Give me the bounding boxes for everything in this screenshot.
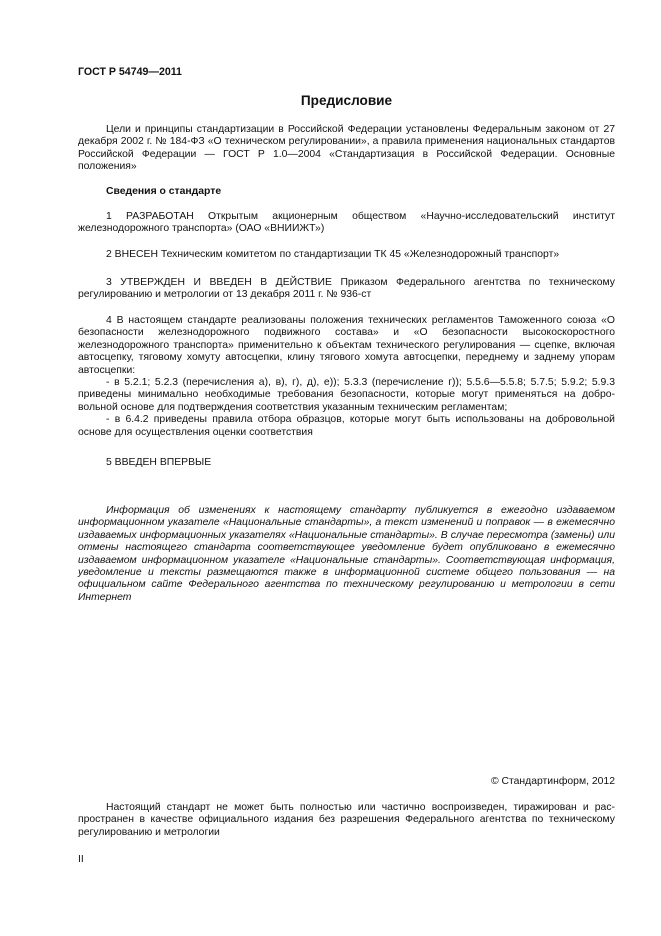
item-regulations-list-b: - в 6.4.2 приведены правила отбора образцов, которые могут быть использованы на добровольной основе для осуществления оценки соответствия — [78, 414, 615, 438]
item-regulations — [78, 315, 615, 439]
item-developed — [78, 211, 615, 236]
reproduction-notice-text: Настоящий стандарт не может быть полностью или частично воспроизведен, тиражирован и распространен в качестве официального издания без разрешения Федерального агентства по техническому регулированию и метрологии — [78, 802, 615, 838]
reproduction-notice — [78, 802, 615, 839]
intro-text: Цели и принципы стандартизации в Российской Федерации установлены Федеральным законом от 27 декабря 2002 г. № 184-ФЗ «О техническом регулировании», а правила применения национальных стандартов Российской Федерации — ГОСТ Р 1.0—2004 «Стандартизация в Российской Федерации. Основные положения» — [78, 124, 615, 173]
document-code: ГОСТ Р 54749—2011 — [78, 66, 182, 78]
item-first-time-text: 5 ВВЕДЕН ВПЕРВЫЕ — [106, 457, 212, 468]
item-developed-text: 1 РАЗРАБОТАН Открытым акционерным обществом «Научно-исследовательский институт железнодорожного транспорта» (ОАО «ВНИИЖТ») — [78, 211, 615, 235]
intro-paragraph — [78, 124, 615, 174]
page-title: Предисловие — [300, 93, 393, 108]
item-introduced-text: 2 ВНЕСЕН Техническим комитетом по стандартизации ТК 45 «Железнодорожный транспорт» — [106, 249, 560, 260]
item-introduced — [78, 249, 615, 261]
item-approved — [78, 277, 615, 302]
item-first-time — [78, 457, 615, 469]
item-regulations-text: 4 В настоящем стандарте реализованы положения технических регламентов Таможенного союза «О безопасности железнодорожного подвижного состава» и «О безопасности высокоскоростного железнодорожного транспорта» применительно к объектам технического регулирования — сцепке, включая автосцепку, тяговому хомуту автосцепки, клину тягового хомута автосцепки, переднему и заднему упорам автосцепки: — [78, 315, 615, 376]
section-heading: Сведения о стандарте — [106, 186, 222, 197]
item-approved-text: 3 УТВЕРЖДЕН И ВВЕДЕН В ДЕЙСТВИЕ Приказом Федерального агентства по техническому регулированию и метрологии от 13 декабря 2011 г. № 936-ст — [78, 277, 615, 301]
info-notice-text: Информация об изменениях к настоящему стандарту публикуется в ежегодно издаваемом информационном указателе «Национальные стандарты», а текст изменений и поправок — в ежемесячно издаваемых информационных указателях «Национальные стандарты». В случае пересмотра (замены) или отмены настоящего стандарта соответствующее уведомление будет опубликовано в ежемесячно издаваемом информационном указателе «Национальные стандарты». Соответствующая информация, уведомление и тексты размещаются также в информационной системе общего пользования — на официальном сайте Федерального агентства по техническому регулированию и метрологии в сети Интернет — [78, 505, 615, 603]
page-number: II — [78, 854, 84, 865]
item-regulations-list-a: - в 5.2.1; 5.2.3 (перечисления а), в), г), д), е)); 5.3.3 (перечисление г)); 5.5.6—5.5.8; 5.7.5; 5.9.2; 5.9.3 приведены минимально необходимые требования безопасности, которые могут применяться на добровольной основе для подтверждения соответствия указанным техническим регламентам; — [78, 377, 615, 413]
info-notice — [78, 505, 615, 604]
copyright-line: © Стандартинформ, 2012 — [490, 776, 615, 787]
section-heading-block — [78, 186, 615, 198]
